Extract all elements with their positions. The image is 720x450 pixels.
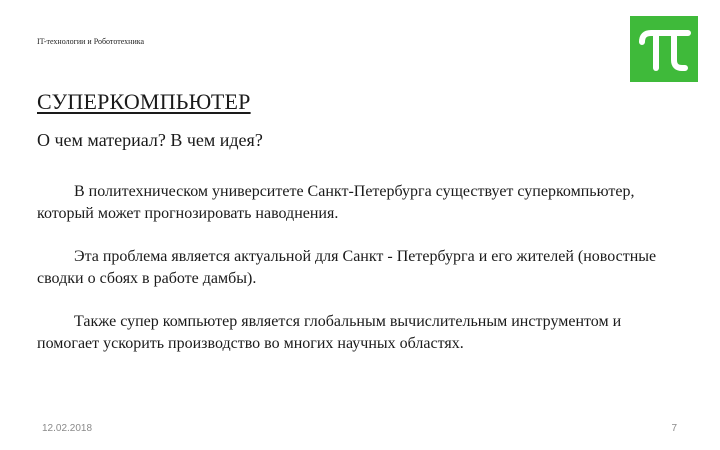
slide-title: СУПЕРКОМПЬЮТЕР — [37, 89, 251, 114]
slide-subtitle: О чем материал? В чем идея? — [37, 130, 263, 150]
footer-date: 12.02.2018 — [42, 423, 93, 434]
pi-logo-icon — [630, 16, 698, 82]
paragraph-1: В политехническом университете Санкт-Петербурга существует суперкомпьютер, который может прогнозировать наводнения. — [37, 183, 635, 222]
header-text: IT-технологии и Робототехника — [37, 37, 145, 46]
page-number: 7 — [671, 423, 677, 434]
paragraph-3: Также супер компьютер является глобальным вычислительным инструментом и помогает ускорить производство во многих научных областях. — [37, 313, 622, 352]
paragraph-2: Эта проблема является актуальной для Санкт - Петербурга и его жителей (новостные сводки о сбоях в работе дамбы). — [37, 248, 657, 287]
logo — [630, 16, 698, 82]
